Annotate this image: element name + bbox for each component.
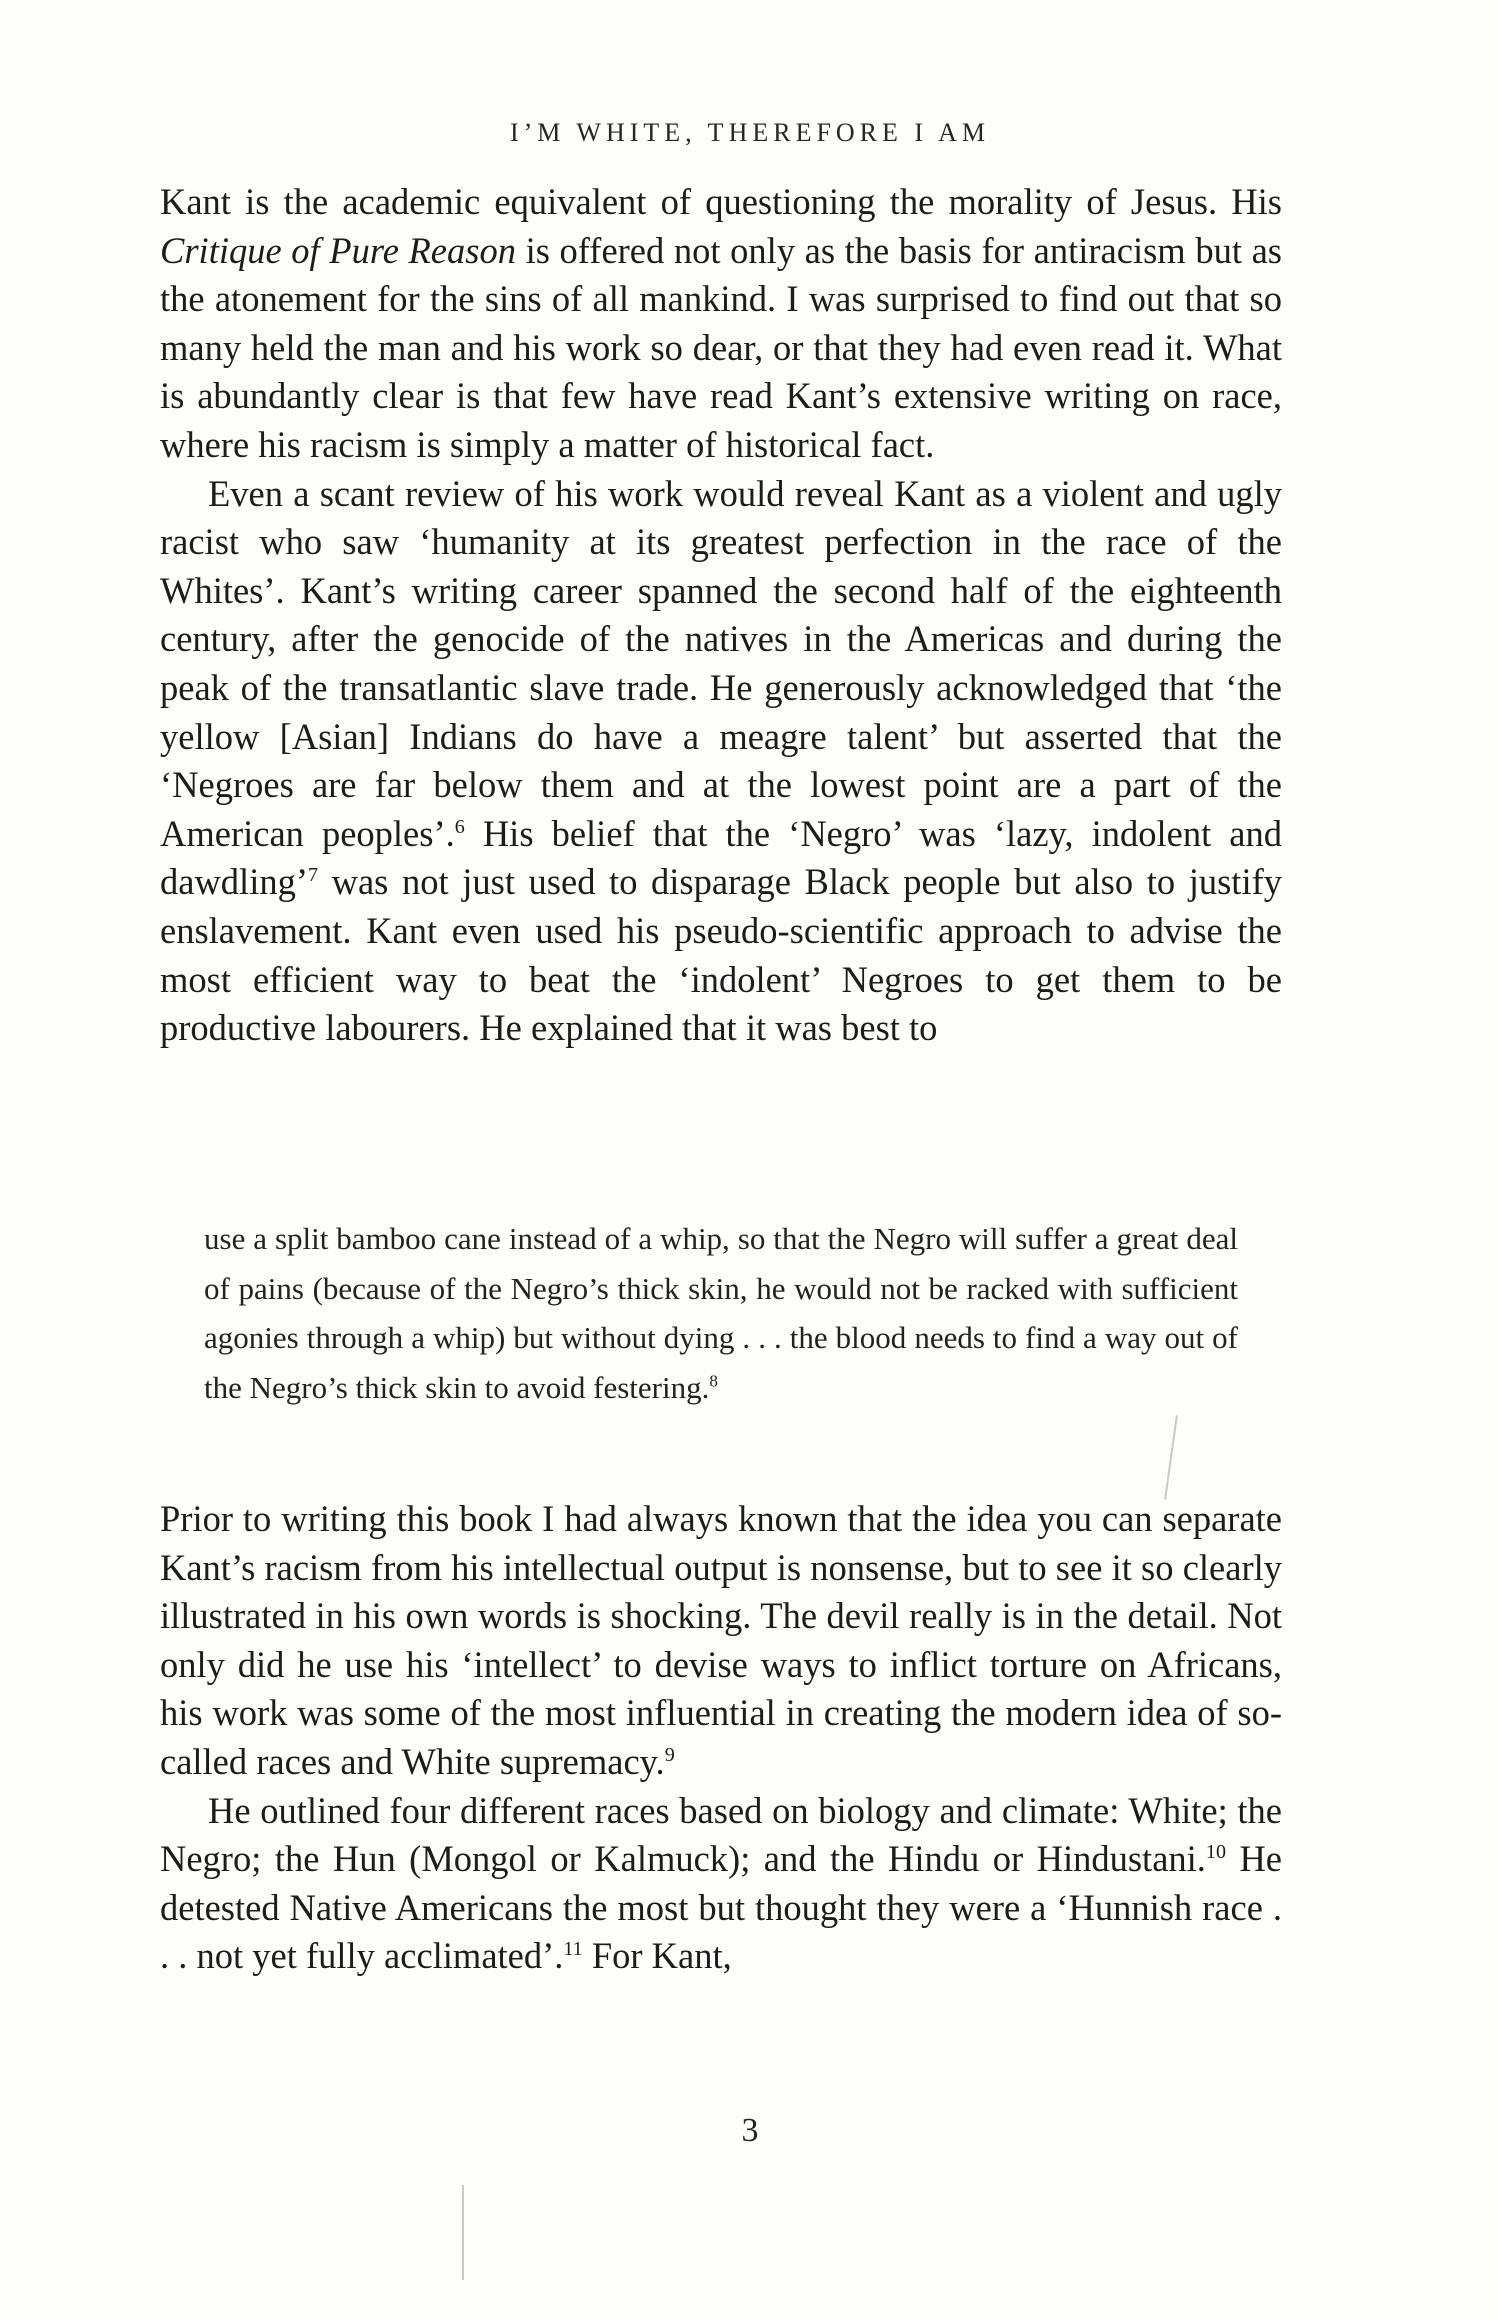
scan-artifact-mark [1164, 1415, 1178, 1499]
book-title-critique: Critique of Pure Reason [160, 229, 516, 271]
footnote-ref-8[interactable]: 8 [709, 1371, 718, 1391]
scan-artifact-mark [462, 2185, 464, 2280]
footnote-ref-9[interactable]: 9 [664, 1743, 675, 1766]
block-quote: use a split bamboo cane instead of a whip, so that the Negro will suffer a great deal of pains (because of the Negro’s thick skin, he would not be racked with sufficient agonies through a whip) but without dying . . . the blood needs to find a way out of the Negro’s thick skin to avoid festering.$^8$ [204, 1221, 1238, 1405]
footnote-ref-10[interactable]: 10 [1205, 1841, 1226, 1863]
running-head: I’M WHITE, THEREFORE I AM [509, 118, 991, 147]
footnote-ref-6[interactable]: 6 [454, 815, 465, 838]
footnote-ref-7[interactable]: 7 [308, 864, 319, 887]
paragraph-3: Prior to writing this book I had always known that the idea you can separate Kant’s racism from his intellectual output is nonsense, but to see it so clearly illustrated in his own words is shocking. The devil really is in the detail. Not only did he use his ‘intellect’ to devise ways to inflict torture on Africans, his work was some of the most influential in creating the modern idea of so-called races and White supremacy.$^9$ [160, 1498, 1282, 1782]
paragraph-1: Kant is the academic equivalent of questioning the morality of Jesus. His Critique of Pure Reason is offered not only as the basis for antiracism but as the atonement for the sins of all mankind. I was surprised to find out that so many held the man and his work so dear, or that they had even read it. What is abundantly clear is that few have read Kant’s extensive writing on race, where his racism is simply a matter of historical fact. [160, 181, 1282, 465]
paragraph-2: Even a scant review of his work would reveal Kant as a violent and ugly racist who saw ‘humanity at its greatest perfection in the race of the Whites’. Kant’s writing career spanned the second half of the eighteenth century, after the genocide of the natives in the Americas and during the peak of the transatlantic slave trade. He generously acknowledged that ‘the yellow [Asian] Indians do have a meagre talent’ but asserted that the ‘Negroes are far below them and at the lowest point are a part of the American peoples’.$^6$ His belief that the ‘Negro’ was ‘lazy, indolent and dawdling’$^7$ was not just used to disparage Black people but also to justify enslavement. Kant even used his pseudo-scientific approach to advise the most efficient way to beat the ‘indolent’ Negroes to get them to be productive labourers. He explained that it was best to [160, 472, 1282, 1049]
footnote-ref-11[interactable]: 11 [563, 1938, 583, 1961]
paragraph-4: He outlined four different races based on biology and climate: White; the Negro; the Hun (Mongol or Kalmuck); and the Hindu or Hindustani.$^{10}$ He detested Native Americans the most but thought they were a ‘Hunnish race . . . not yet fully acclimated’.$^{11}$ For Kant, [160, 1789, 1283, 1977]
page-number: 3 [741, 2112, 759, 2149]
body-text-top [160, 178, 1282, 1053]
body-text-bottom [160, 1495, 1282, 1981]
